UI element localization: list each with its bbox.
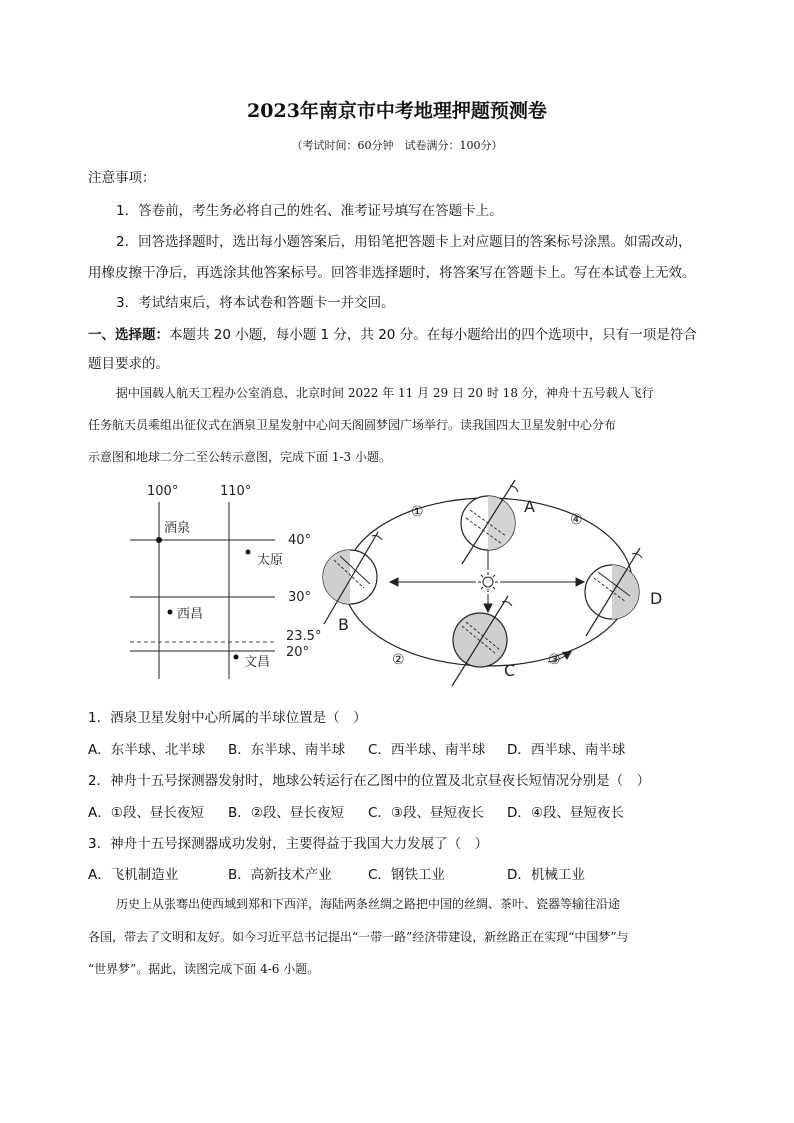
section-1 <box>88 323 697 343</box>
orbit-diagram <box>323 480 662 686</box>
notice-item-3: 3．考试结束后，将本试卷和答题卡一并交回。 <box>116 295 395 311</box>
notice-heading: 注意事项： <box>88 170 156 186</box>
section-1-text-cont: 题目要求的。 <box>88 356 169 372</box>
question-3-option-b: B．高新技术产业 <box>228 867 332 883</box>
position-a-label: A <box>524 497 535 516</box>
position-c-label: C <box>504 661 516 680</box>
section-1-text: 本题共 20 小题，每小题 1 分，共 20 分。在每小题给出的四个选项中，只有一项是符合 <box>169 327 697 343</box>
question-1-option-c: C．西半球、南半球 <box>368 742 486 758</box>
page-title: 2023年南京市中考地理押题预测卷 <box>247 100 547 122</box>
question-2-option-c: C．③段、昼短夜长 <box>368 805 485 821</box>
question-3-option-a: A．飞机制造业 <box>88 867 179 883</box>
segment-1-label: ① <box>411 504 424 520</box>
question-1-option-d: D．西半球、南半球 <box>507 742 626 758</box>
earth-position-a <box>461 480 518 564</box>
question-1-stem: 1．酒泉卫星发射中心所属的半球位置是（ ） <box>88 710 367 726</box>
segment-2-label: ② <box>392 652 405 668</box>
jiuquan-dot <box>156 537 162 543</box>
notice-item-2-cont: 用橡皮擦干净后，再选涂其他答案标号。回答非选择题时，将答案写在答题卡上。写在本试卷上无效。 <box>88 265 696 281</box>
wenchang-label: 文昌 <box>244 655 271 670</box>
xichang-label: 西昌 <box>177 607 204 622</box>
lat-23-5-label: 23.5° <box>286 629 322 644</box>
question-3-stem: 3．神舟十五号探测器成功发射，主要得益于我国大力发展了（ ） <box>88 836 489 852</box>
section-1-heading: 一、选择题： <box>88 327 169 343</box>
question-2-stem: 2．神舟十五号探测器发射时，地球公转运行在乙图中的位置及北京昼夜长短情况分别是（ ） <box>88 773 651 789</box>
question-3-option-c: C．钢铁工业 <box>368 867 445 883</box>
material-2-line-2: 各国，带去了文明和友好。如今习近平总书记提出“一带一路”经济带建设，新丝路正在实现“中国梦”与 <box>88 930 629 944</box>
launch-center-map <box>130 484 321 679</box>
lat-20-label: 20° <box>286 645 310 660</box>
sun-icon <box>478 572 498 592</box>
earth-position-c <box>452 596 512 686</box>
material-2-line-3: “世界梦”。据此，读图完成下面 4-6 小题。 <box>88 962 320 976</box>
question-1-option-b: B．东半球、南半球 <box>228 742 346 758</box>
exam-info: （考试时间：60分钟 试卷满分：100分） <box>291 139 503 152</box>
notice-item-1: 1．答卷前，考生务必将自己的姓名、准考证号填写在答题卡上。 <box>116 203 503 219</box>
position-b-label: B <box>338 615 349 634</box>
material-1-line-1: 据中国载人航天工程办公室消息，北京时间 2022 年 11 月 29 日 20 时 18 分，神舟十五号载人飞行 <box>116 386 654 400</box>
wenchang-dot <box>234 655 239 660</box>
xichang-dot <box>168 610 173 615</box>
segment-4-label: ④ <box>570 512 583 528</box>
lon-100-label: 100° <box>147 484 179 499</box>
question-2-option-b: B．②段、昼长夜短 <box>228 805 344 821</box>
lat-40-label: 40° <box>288 533 312 548</box>
figure <box>100 476 700 694</box>
material-1-line-3: 示意图和地球二分二至公转示意图，完成下面 1-3 小题。 <box>88 450 391 464</box>
material-2-line-1: 历史上从张骞出使西域到郑和下西洋，海陆两条丝绸之路把中国的丝绸、茶叶、瓷器等输往沿途 <box>116 897 621 911</box>
segment-3-label: ③ <box>548 652 561 668</box>
taiyuan-dot <box>246 550 251 555</box>
jiuquan-label: 酒泉 <box>164 521 191 536</box>
notice-item-2: 2．回答选择题时，选出每小题答案后，用铅笔把答题卡上对应题目的答案标号涂黑。如需改动， <box>116 234 692 250</box>
question-1-option-a: A．东半球、北半球 <box>88 742 206 758</box>
lat-30-label: 30° <box>288 590 312 605</box>
question-3-option-d: D．机械工业 <box>507 867 585 883</box>
question-2-option-a: A．①段、昼长夜短 <box>88 805 204 821</box>
material-1-line-2: 任务航天员乘组出征仪式在酒泉卫星发射中心问天阁圆梦园广场举行。读我国四大卫星发射中心分布 <box>88 418 617 432</box>
question-2-option-d: D．④段、昼短夜长 <box>507 805 624 821</box>
lon-110-label: 110° <box>220 484 252 499</box>
taiyuan-label: 太原 <box>257 553 284 568</box>
position-d-label: D <box>650 589 663 608</box>
